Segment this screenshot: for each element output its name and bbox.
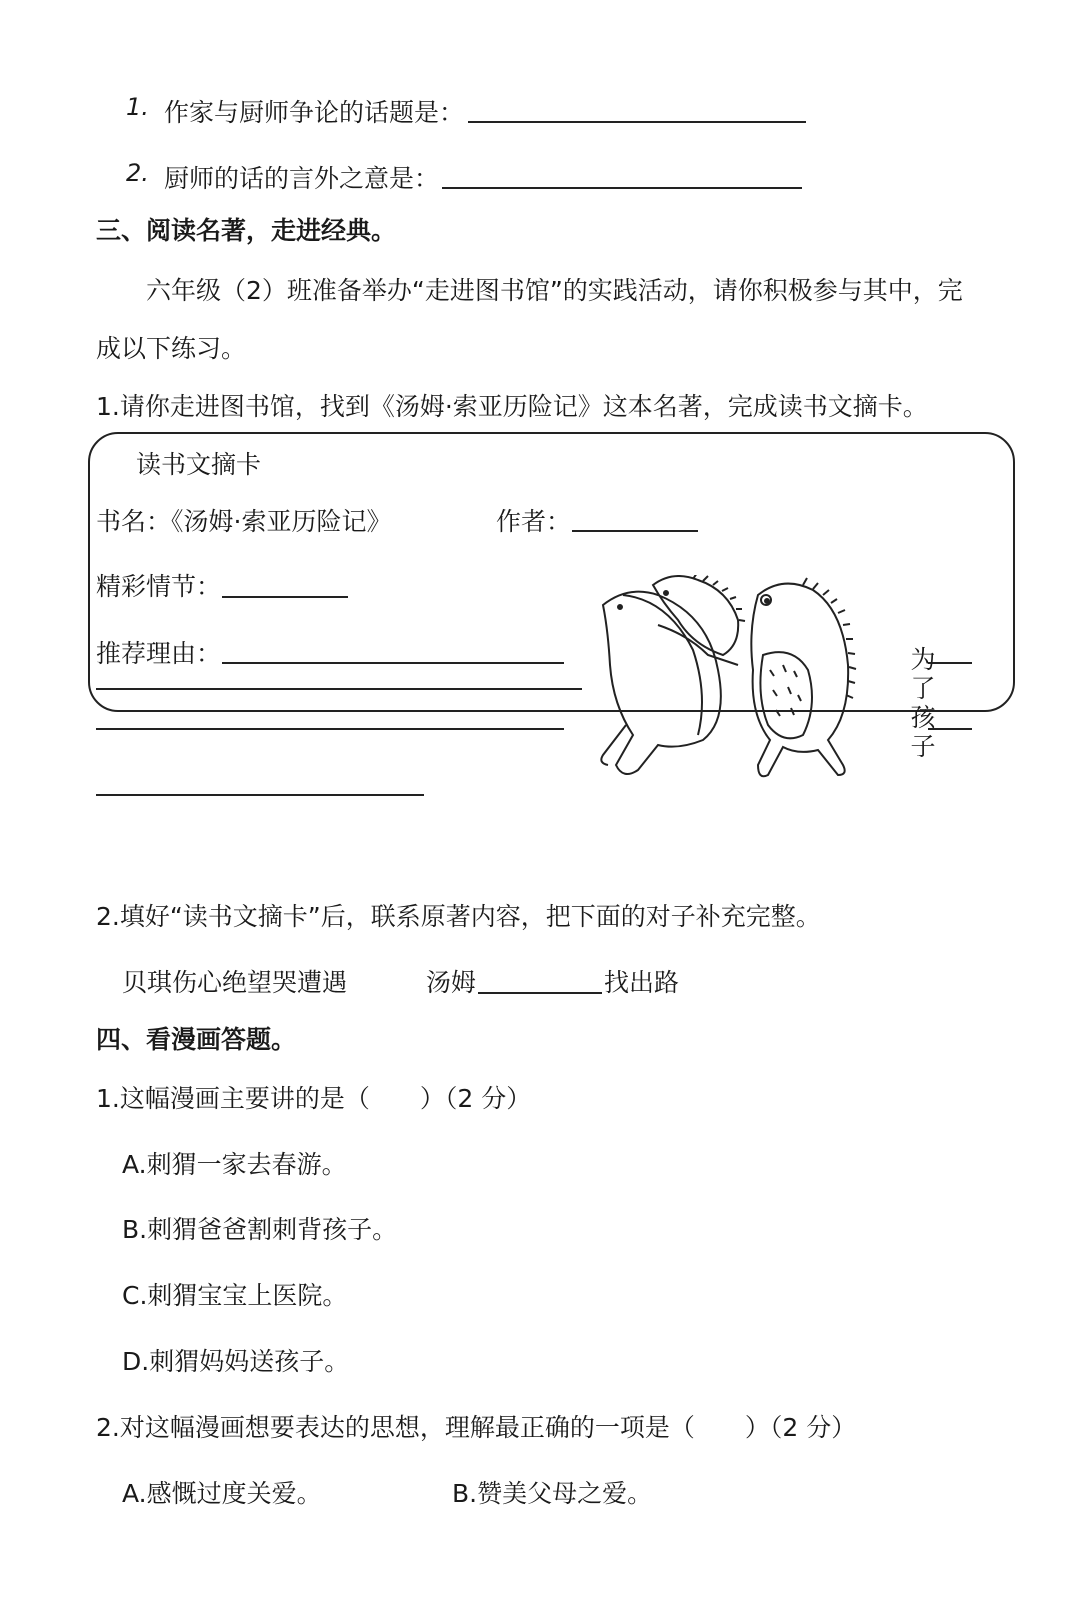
q1-option-d[interactable]: D.刺猬妈妈送孩子。	[122, 1347, 350, 1376]
card-reason-blank-1[interactable]	[222, 662, 564, 664]
q1-option-a[interactable]: A.刺猬一家去春游。	[122, 1150, 347, 1179]
question-2-number: 2.	[126, 159, 149, 187]
card-author-blank[interactable]	[572, 530, 698, 532]
q2-option-a[interactable]: A.感慨过度关爱。	[122, 1479, 322, 1508]
section-3-intro-line2: 成以下练习。	[96, 334, 247, 363]
q1-option-b[interactable]: B.刺猬爸爸割刺背孩子。	[122, 1215, 398, 1244]
card-plot-blank[interactable]	[222, 596, 348, 598]
q1-option-c[interactable]: C.刺猬宝宝上医院。	[122, 1281, 348, 1310]
section-4-question-1: 1.这幅漫画主要讲的是（ ）（2 分）	[96, 1084, 532, 1113]
section-4-heading: 四、看漫画答题。	[96, 1025, 297, 1054]
couplet-answer-blank[interactable]	[478, 992, 602, 994]
question-2-text: 厨师的话的言外之意是：	[164, 164, 440, 193]
section-4-question-2: 2.对这幅漫画想要表达的思想，理解最正确的一项是（ ）（2 分）	[96, 1413, 857, 1442]
card-reason-blank-2[interactable]	[96, 688, 582, 690]
couplet-right-suffix: 找出路	[604, 968, 680, 997]
question-1-text: 作家与厨师争论的话题是：	[164, 98, 465, 127]
question-1-answer-blank[interactable]	[468, 121, 806, 123]
hedgehog-cartoon-illustration	[598, 575, 888, 785]
question-1-number: 1.	[126, 93, 149, 121]
card-book-name: 书名：《汤姆·索亚历险记》	[96, 507, 392, 536]
section-3-intro-line1: 六年级（2）班准备举办“走进图书馆”的实践活动，请你积极参与其中，完	[146, 276, 963, 305]
card-reason-label: 推荐理由：	[96, 639, 222, 668]
section-3-heading: 三、阅读名著，走进经典。	[96, 216, 397, 245]
q2-option-b[interactable]: B.赞美父母之爱。	[452, 1479, 653, 1508]
couplet-left: 贝琪伤心绝望哭遭遇	[122, 968, 348, 997]
couplet-right-prefix: 汤姆	[426, 968, 477, 997]
card-reason-blank-4[interactable]	[96, 794, 424, 796]
card-title: 读书文摘卡	[136, 450, 262, 479]
card-plot-label: 精彩情节：	[96, 572, 222, 601]
section-3-task-1: 1.请你走进图书馆，找到《汤姆·索亚历险记》这本名著，完成读书文摘卡。	[96, 392, 928, 421]
question-2-answer-blank[interactable]	[442, 187, 802, 189]
card-reason-blank-3[interactable]	[96, 728, 564, 730]
cartoon-caption: 为了孩子	[910, 645, 936, 761]
section-3-task-2: 2.填好“读书文摘卡”后，联系原著内容，把下面的对子补充完整。	[96, 902, 821, 931]
card-author-label: 作者：	[496, 507, 572, 536]
